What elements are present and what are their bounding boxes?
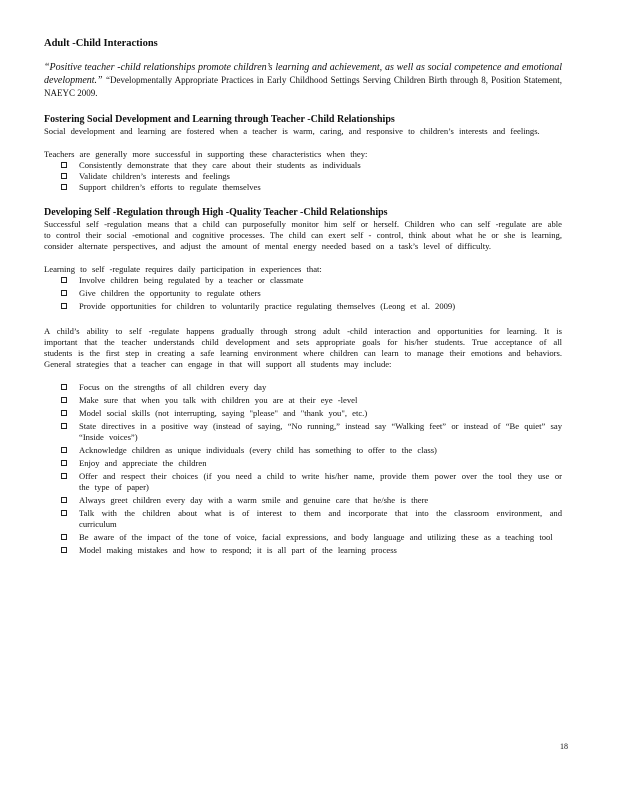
page-number: 18: [560, 742, 568, 751]
section2-heading: Developing Self -Regulation through High -Quality Teacher -Child Relationships: [44, 207, 388, 218]
checkbox-bullet-icon: [61, 410, 67, 416]
intro-quote: [44, 62, 562, 100]
checkbox-bullet-icon: [61, 290, 67, 296]
list-item: State directives in a positive way (instead of saying, “No running,” instead say “Walking feet” or instead of “Be quiet” say “Inside voices”): [61, 421, 562, 443]
checkbox-bullet-icon: [61, 534, 67, 540]
list-item: Always greet children every day with a warm smile and genuine care that he/she is there: [61, 495, 562, 506]
list-item: Model making mistakes and how to respond; it is all part of the learning process: [61, 545, 562, 556]
section1-body: Social development and learning are fostered when a teacher is warm, caring, and responsive to children’s interests and feelings.: [44, 126, 540, 136]
section2-bullet-list: [44, 275, 562, 312]
list-item: Validate children’s interests and feelings: [61, 171, 562, 182]
section2-body2: A child’s ability to self -regulate happens gradually through strong adult -child interaction and opportunities for learning. It is important that the teacher understands child development and sets appropriate goals for his/her students. True acceptance of all students is the first step in creating a safe learning environment where children can learn to manage their emotions and behaviors. General strategies that a teacher can engage in that will support all students may include:: [44, 326, 562, 369]
page-title: Adult -Child Interactions: [44, 38, 158, 49]
checkbox-bullet-icon: [61, 184, 67, 190]
quote-text: “Positive teacher -child relationships promote children’s learning and achievement, as well as social competence and emotional development.”: [44, 62, 562, 86]
list-item: Enjoy and appreciate the children: [61, 458, 562, 469]
list-item: Provide opportunities for children to voluntarily practice regulating themselves (Leong et al. 2009): [61, 301, 562, 312]
checkbox-bullet-icon: [61, 547, 67, 553]
section1-bullet-list: [44, 160, 562, 193]
checkbox-bullet-icon: [61, 162, 67, 168]
checkbox-bullet-icon: [61, 384, 67, 390]
document-page: [44, 38, 562, 558]
list-item: Offer and respect their choices (if you need a child to write his/her name, provide them power over the tool they use or the type of paper): [61, 471, 562, 493]
checkbox-bullet-icon: [61, 447, 67, 453]
list-item: Talk with the children about what is of interest to them and incorporate that into the classroom environment, and curriculum: [61, 508, 562, 530]
quote-citation: “Developmentally Appropriate Practices in Early Childhood Settings Serving Children Birth through 8, Position Statement, NAEYC 2009.: [44, 75, 563, 98]
list-item: Model social skills (not interrupting, saying "please" and "thank you", etc.): [61, 408, 562, 419]
checkbox-bullet-icon: [61, 510, 67, 516]
checkbox-bullet-icon: [61, 473, 67, 479]
checkbox-bullet-icon: [61, 173, 67, 179]
checkbox-bullet-icon: [61, 303, 67, 309]
checkbox-bullet-icon: [61, 423, 67, 429]
section2-lead: Learning to self -regulate requires daily participation in experiences that:: [44, 264, 322, 274]
list-item: Be aware of the impact of the tone of voice, facial expressions, and body language and utilizing these as a teaching tool: [61, 532, 562, 543]
checkbox-bullet-icon: [61, 460, 67, 466]
checkbox-bullet-icon: [61, 497, 67, 503]
checkbox-bullet-icon: [61, 397, 67, 403]
list-item: Focus on the strengths of all children every day: [61, 382, 562, 393]
list-item: Support children’s efforts to regulate themselves: [61, 182, 562, 193]
list-item: Give children the opportunity to regulate others: [61, 288, 562, 299]
list-item: Involve children being regulated by a teacher or classmate: [61, 275, 562, 286]
list-item: Acknowledge children as unique individuals (every child has something to offer to the class): [61, 445, 562, 456]
section1-lead: Teachers are generally more successful in supporting these characteristics when they:: [44, 149, 368, 159]
list-item: Make sure that when you talk with children you are at their eye -level: [61, 395, 562, 406]
section2-body: Successful self -regulation means that a child can purposefully monitor him self or herself. Children who can self -regulate are able to control their social -emotional and cognitive processes. The child can exert self - control, think about what he or she is learning, consider alternate perspectives, and adjust the amount of mental energy needed based on a task’s level of difficulty.: [44, 219, 562, 251]
list-item: Consistently demonstrate that they care about their students as individuals: [61, 160, 562, 171]
strategies-list: [44, 382, 562, 556]
checkbox-bullet-icon: [61, 277, 67, 283]
section1-heading: Fostering Social Development and Learning through Teacher -Child Relationships: [44, 114, 395, 125]
